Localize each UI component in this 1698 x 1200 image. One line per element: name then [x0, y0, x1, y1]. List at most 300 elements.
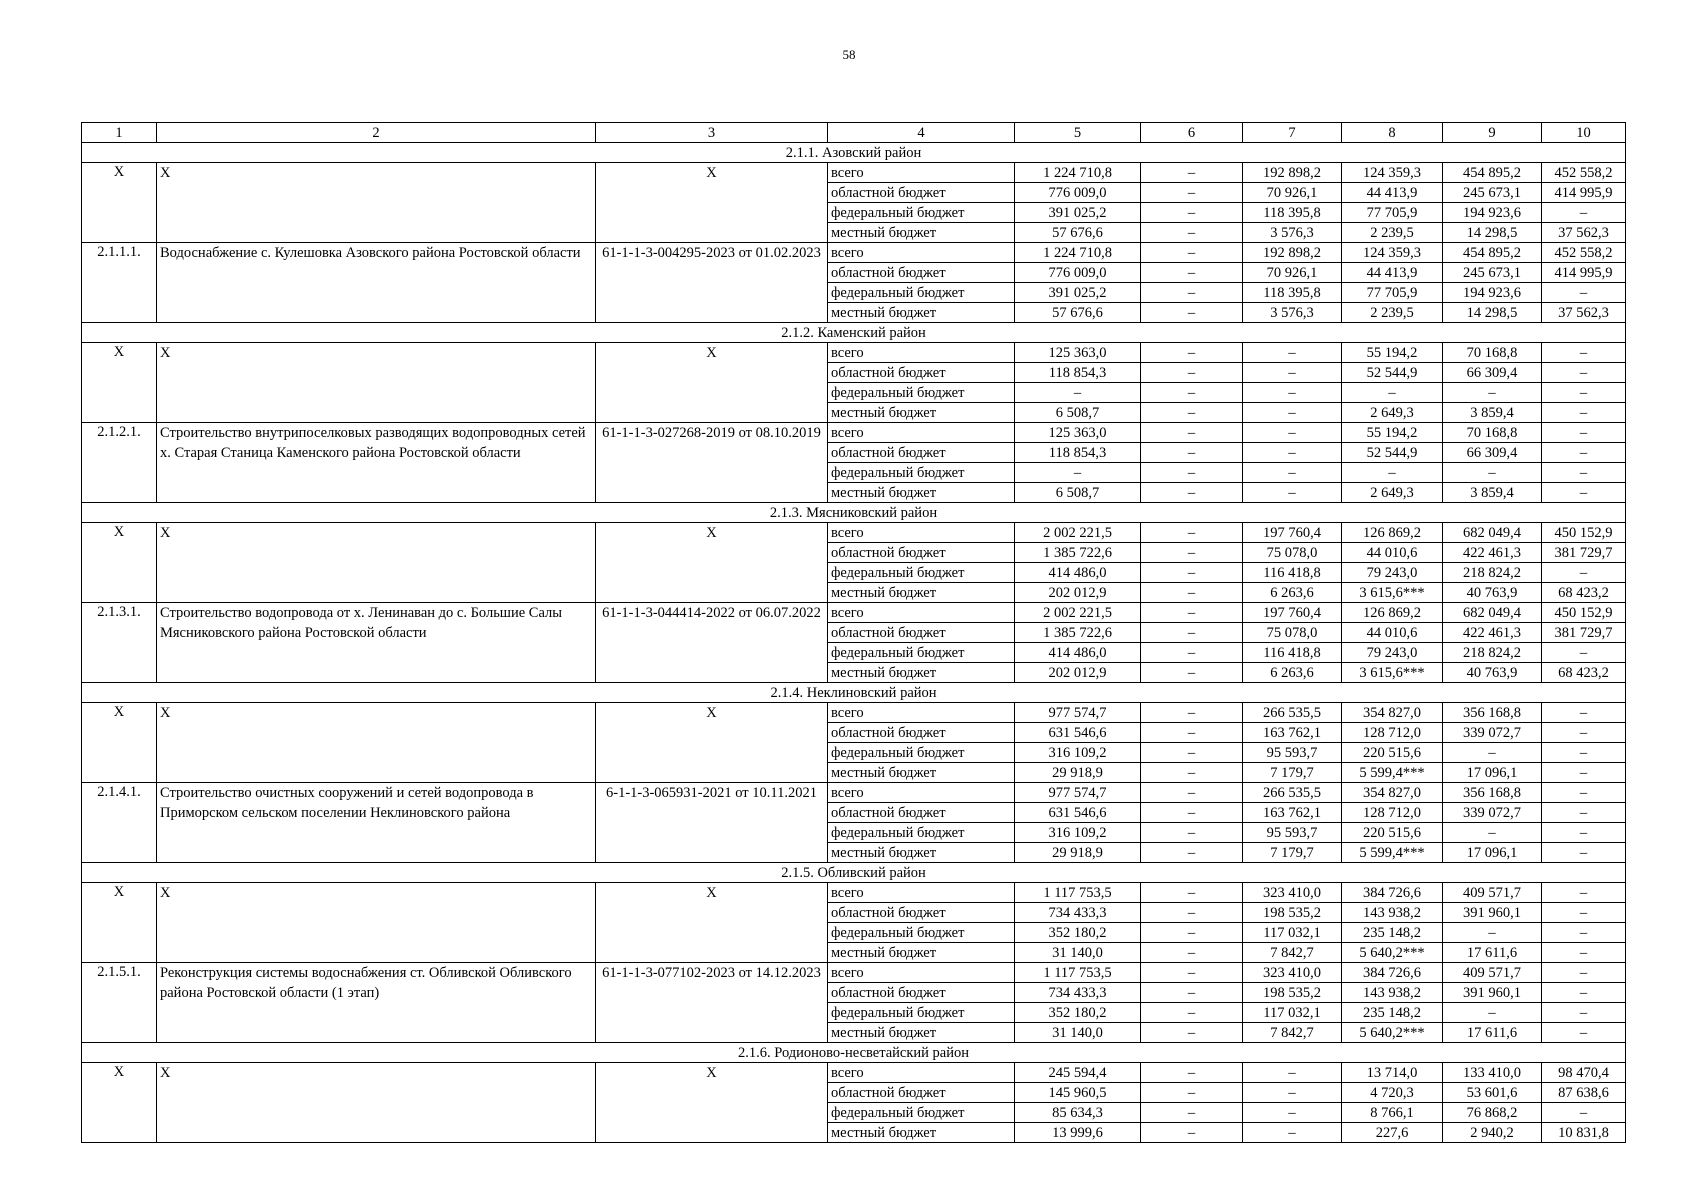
amount-cell: 163 762,1	[1243, 723, 1342, 743]
amount-cell: –	[1141, 823, 1243, 843]
amount-cell: –	[1542, 783, 1626, 803]
header-cell: 6	[1141, 123, 1243, 143]
amount-cell: 118 395,8	[1243, 203, 1342, 223]
budget-table	[81, 122, 1626, 1143]
amount-cell: –	[1141, 403, 1243, 423]
amount-cell: 13 999,6	[1015, 1123, 1141, 1143]
amount-cell: 1 385 722,6	[1015, 543, 1141, 563]
amount-cell: –	[1141, 743, 1243, 763]
amount-cell: 77 705,9	[1342, 283, 1443, 303]
section-header-row	[82, 1043, 1626, 1063]
amount-cell: 356 168,8	[1443, 703, 1542, 723]
amount-cell: 31 140,0	[1015, 1023, 1141, 1043]
item-name: X	[157, 883, 596, 963]
section-header-row	[82, 323, 1626, 343]
item-registration: X	[596, 523, 828, 603]
amount-cell: 14 298,5	[1443, 223, 1542, 243]
amount-cell: –	[1243, 1123, 1342, 1143]
amount-cell: 128 712,0	[1342, 723, 1443, 743]
amount-cell: 734 433,3	[1015, 983, 1141, 1003]
amount-cell: 414 486,0	[1015, 563, 1141, 583]
amount-cell: 682 049,4	[1443, 523, 1542, 543]
amount-cell: 1 117 753,5	[1015, 883, 1141, 903]
funding-source: всего	[828, 883, 1015, 903]
amount-cell: –	[1141, 563, 1243, 583]
amount-cell: 68 423,2	[1542, 583, 1626, 603]
amount-cell: 29 918,9	[1015, 843, 1141, 863]
amount-cell: 6 263,6	[1243, 663, 1342, 683]
amount-cell: 79 243,0	[1342, 563, 1443, 583]
amount-cell: –	[1141, 1023, 1243, 1043]
amount-cell: –	[1141, 383, 1243, 403]
header-cell: 2	[157, 123, 596, 143]
amount-cell: –	[1141, 623, 1243, 643]
table-row	[82, 703, 1626, 723]
amount-cell: 422 461,3	[1443, 623, 1542, 643]
amount-cell: –	[1542, 923, 1626, 943]
amount-cell: 414 995,9	[1542, 183, 1626, 203]
amount-cell: –	[1443, 743, 1542, 763]
amount-cell: 4 720,3	[1342, 1083, 1443, 1103]
item-number: 2.1.1.1.	[82, 243, 157, 323]
amount-cell: 734 433,3	[1015, 903, 1141, 923]
amount-cell: –	[1542, 903, 1626, 923]
amount-cell: 116 418,8	[1243, 643, 1342, 663]
funding-source: местный бюджет	[828, 663, 1015, 683]
section-title: 2.1.3. Мясниковский район	[82, 503, 1626, 523]
amount-cell: 118 854,3	[1015, 443, 1141, 463]
amount-cell: –	[1542, 463, 1626, 483]
amount-cell: 1 117 753,5	[1015, 963, 1141, 983]
item-registration: X	[596, 343, 828, 423]
amount-cell: –	[1141, 663, 1243, 683]
funding-source: федеральный бюджет	[828, 463, 1015, 483]
amount-cell: 70 168,8	[1443, 343, 1542, 363]
amount-cell: 52 544,9	[1342, 443, 1443, 463]
header-cell: 8	[1342, 123, 1443, 143]
funding-source: федеральный бюджет	[828, 383, 1015, 403]
amount-cell: –	[1141, 643, 1243, 663]
section-title: 2.1.1. Азовский район	[82, 143, 1626, 163]
amount-cell: –	[1542, 203, 1626, 223]
amount-cell: –	[1141, 203, 1243, 223]
item-number: X	[82, 163, 157, 243]
amount-cell: 7 842,7	[1243, 1023, 1342, 1043]
amount-cell: 776 009,0	[1015, 263, 1141, 283]
amount-cell: –	[1243, 383, 1342, 403]
amount-cell: –	[1141, 243, 1243, 263]
amount-cell: 70 926,1	[1243, 183, 1342, 203]
funding-source: всего	[828, 343, 1015, 363]
amount-cell: –	[1141, 1083, 1243, 1103]
amount-cell: 70 926,1	[1243, 263, 1342, 283]
amount-cell: –	[1542, 943, 1626, 963]
amount-cell: 14 298,5	[1443, 303, 1542, 323]
header-cell: 7	[1243, 123, 1342, 143]
amount-cell: 75 078,0	[1243, 543, 1342, 563]
item-registration: 61-1-1-3-004295-2023 от 01.02.2023	[596, 243, 828, 323]
amount-cell: 454 895,2	[1443, 163, 1542, 183]
funding-source: местный бюджет	[828, 843, 1015, 863]
amount-cell: 192 898,2	[1243, 163, 1342, 183]
amount-cell: –	[1542, 1103, 1626, 1123]
amount-cell: –	[1141, 1003, 1243, 1023]
item-number: X	[82, 523, 157, 603]
amount-cell: 17 611,6	[1443, 1023, 1542, 1043]
amount-cell: 118 395,8	[1243, 283, 1342, 303]
amount-cell: 352 180,2	[1015, 1003, 1141, 1023]
header-row	[82, 123, 1626, 143]
amount-cell: –	[1542, 283, 1626, 303]
funding-source: федеральный бюджет	[828, 643, 1015, 663]
table-row	[82, 163, 1626, 183]
funding-source: всего	[828, 603, 1015, 623]
amount-cell: –	[1243, 1083, 1342, 1103]
amount-cell: 44 413,9	[1342, 183, 1443, 203]
amount-cell: –	[1141, 343, 1243, 363]
amount-cell: 2 239,5	[1342, 223, 1443, 243]
funding-source: местный бюджет	[828, 303, 1015, 323]
amount-cell: 316 109,2	[1015, 743, 1141, 763]
amount-cell: 5 640,2***	[1342, 1023, 1443, 1043]
amount-cell: 235 148,2	[1342, 923, 1443, 943]
page-number: 58	[842, 47, 856, 62]
amount-cell: –	[1542, 1003, 1626, 1023]
item-name: X	[157, 1063, 596, 1143]
funding-source: местный бюджет	[828, 583, 1015, 603]
funding-source: областной бюджет	[828, 623, 1015, 643]
amount-cell: 631 546,6	[1015, 803, 1141, 823]
amount-cell: 198 535,2	[1243, 903, 1342, 923]
amount-cell: –	[1141, 923, 1243, 943]
amount-cell: 8 766,1	[1342, 1103, 1443, 1123]
amount-cell: –	[1141, 263, 1243, 283]
item-name: X	[157, 523, 596, 603]
funding-source: федеральный бюджет	[828, 563, 1015, 583]
amount-cell: 202 012,9	[1015, 583, 1141, 603]
amount-cell: 3 859,4	[1443, 483, 1542, 503]
amount-cell: –	[1141, 303, 1243, 323]
amount-cell: –	[1141, 363, 1243, 383]
amount-cell: 682 049,4	[1443, 603, 1542, 623]
section-title: 2.1.2. Каменский район	[82, 323, 1626, 343]
amount-cell: 384 726,6	[1342, 883, 1443, 903]
item-number: X	[82, 883, 157, 963]
amount-cell: 125 363,0	[1015, 423, 1141, 443]
amount-cell: 6 263,6	[1243, 583, 1342, 603]
amount-cell: 220 515,6	[1342, 743, 1443, 763]
amount-cell: 422 461,3	[1443, 543, 1542, 563]
amount-cell: 391 960,1	[1443, 903, 1542, 923]
amount-cell: 143 938,2	[1342, 983, 1443, 1003]
amount-cell: –	[1141, 603, 1243, 623]
amount-cell: –	[1141, 423, 1243, 443]
item-name: Водоснабжение с. Кулешовка Азовского района Ростовской области	[157, 243, 596, 323]
funding-source: федеральный бюджет	[828, 743, 1015, 763]
item-number: X	[82, 703, 157, 783]
header-cell: 3	[596, 123, 828, 143]
amount-cell: –	[1243, 423, 1342, 443]
table-row	[82, 783, 1626, 803]
amount-cell: 381 729,7	[1542, 543, 1626, 563]
amount-cell: –	[1542, 403, 1626, 423]
amount-cell: 163 762,1	[1243, 803, 1342, 823]
table-row	[82, 343, 1626, 363]
funding-source: областной бюджет	[828, 903, 1015, 923]
amount-cell: –	[1141, 1123, 1243, 1143]
amount-cell: –	[1342, 463, 1443, 483]
item-name: Реконструкция системы водоснабжения ст. Обливской Обливского района Ростовской области (1 этап)	[157, 963, 596, 1043]
section-title: 2.1.4. Неклиновский район	[82, 683, 1626, 703]
amount-cell: 5 599,4***	[1342, 763, 1443, 783]
table-row	[82, 523, 1626, 543]
table-row	[82, 423, 1626, 443]
item-number: 2.1.5.1.	[82, 963, 157, 1043]
funding-source: областной бюджет	[828, 263, 1015, 283]
amount-cell: 3 615,6***	[1342, 663, 1443, 683]
item-name: Строительство водопровода от х. Ленинаван до с. Большие Салы Мясниковского района Ростовской области	[157, 603, 596, 683]
amount-cell: 37 562,3	[1542, 223, 1626, 243]
amount-cell: –	[1542, 743, 1626, 763]
amount-cell: –	[1542, 363, 1626, 383]
amount-cell: 124 359,3	[1342, 243, 1443, 263]
amount-cell: 192 898,2	[1243, 243, 1342, 263]
amount-cell: –	[1443, 823, 1542, 843]
amount-cell: –	[1243, 463, 1342, 483]
amount-cell: –	[1542, 803, 1626, 823]
amount-cell: 245 673,1	[1443, 183, 1542, 203]
amount-cell: –	[1443, 463, 1542, 483]
amount-cell: 40 763,9	[1443, 663, 1542, 683]
amount-cell: 95 593,7	[1243, 823, 1342, 843]
amount-cell: 218 824,2	[1443, 643, 1542, 663]
amount-cell: 381 729,7	[1542, 623, 1626, 643]
item-number: X	[82, 1063, 157, 1143]
amount-cell: 414 486,0	[1015, 643, 1141, 663]
amount-cell: 145 960,5	[1015, 1083, 1141, 1103]
amount-cell: –	[1542, 443, 1626, 463]
funding-source: федеральный бюджет	[828, 203, 1015, 223]
funding-source: всего	[828, 163, 1015, 183]
funding-source: всего	[828, 703, 1015, 723]
amount-cell: –	[1542, 723, 1626, 743]
funding-source: местный бюджет	[828, 403, 1015, 423]
item-number: 2.1.2.1.	[82, 423, 157, 503]
section-header-row	[82, 683, 1626, 703]
header-cell: 5	[1015, 123, 1141, 143]
amount-cell: –	[1141, 163, 1243, 183]
amount-cell: 85 634,3	[1015, 1103, 1141, 1123]
amount-cell: 3 859,4	[1443, 403, 1542, 423]
section-header-row	[82, 863, 1626, 883]
amount-cell: 631 546,6	[1015, 723, 1141, 743]
amount-cell: 218 824,2	[1443, 563, 1542, 583]
amount-cell: 7 179,7	[1243, 763, 1342, 783]
amount-cell: 391 025,2	[1015, 283, 1141, 303]
amount-cell: 352 180,2	[1015, 923, 1141, 943]
amount-cell: –	[1141, 223, 1243, 243]
table-row	[82, 963, 1626, 983]
amount-cell: 116 418,8	[1243, 563, 1342, 583]
amount-cell: 197 760,4	[1243, 603, 1342, 623]
table-header	[82, 123, 1626, 143]
amount-cell: 5 599,4***	[1342, 843, 1443, 863]
funding-source: всего	[828, 963, 1015, 983]
amount-cell: –	[1342, 383, 1443, 403]
amount-cell: –	[1141, 583, 1243, 603]
amount-cell: 76 868,2	[1443, 1103, 1542, 1123]
amount-cell: 409 571,7	[1443, 883, 1542, 903]
item-registration: 61-1-1-3-044414-2022 от 06.07.2022	[596, 603, 828, 683]
amount-cell: 220 515,6	[1342, 823, 1443, 843]
amount-cell: –	[1141, 523, 1243, 543]
section-header-row	[82, 503, 1626, 523]
amount-cell: 414 995,9	[1542, 263, 1626, 283]
amount-cell: 124 359,3	[1342, 163, 1443, 183]
amount-cell: 450 152,9	[1542, 523, 1626, 543]
amount-cell: 3 615,6***	[1342, 583, 1443, 603]
amount-cell: –	[1443, 923, 1542, 943]
amount-cell: 245 673,1	[1443, 263, 1542, 283]
table-row	[82, 1063, 1626, 1083]
amount-cell: 977 574,7	[1015, 703, 1141, 723]
amount-cell: 57 676,6	[1015, 303, 1141, 323]
amount-cell: 126 869,2	[1342, 603, 1443, 623]
amount-cell: 235 148,2	[1342, 1003, 1443, 1023]
amount-cell: 44 010,6	[1342, 623, 1443, 643]
amount-cell: 57 676,6	[1015, 223, 1141, 243]
amount-cell: 117 032,1	[1243, 1003, 1342, 1023]
amount-cell: –	[1141, 543, 1243, 563]
amount-cell: 44 413,9	[1342, 263, 1443, 283]
amount-cell: 323 410,0	[1243, 883, 1342, 903]
funding-source: местный бюджет	[828, 943, 1015, 963]
amount-cell: –	[1141, 703, 1243, 723]
amount-cell: 391 960,1	[1443, 983, 1542, 1003]
funding-source: областной бюджет	[828, 983, 1015, 1003]
amount-cell: 391 025,2	[1015, 203, 1141, 223]
amount-cell: 17 096,1	[1443, 763, 1542, 783]
item-name: X	[157, 703, 596, 783]
amount-cell: 66 309,4	[1443, 363, 1542, 383]
amount-cell: –	[1141, 283, 1243, 303]
amount-cell: –	[1243, 363, 1342, 383]
amount-cell: –	[1141, 963, 1243, 983]
amount-cell: 2 649,3	[1342, 483, 1443, 503]
funding-source: всего	[828, 423, 1015, 443]
item-registration: X	[596, 703, 828, 783]
amount-cell: –	[1141, 1063, 1243, 1083]
amount-cell: –	[1542, 703, 1626, 723]
item-registration: X	[596, 163, 828, 243]
funding-source: местный бюджет	[828, 483, 1015, 503]
amount-cell: 17 096,1	[1443, 843, 1542, 863]
funding-source: областной бюджет	[828, 543, 1015, 563]
amount-cell: 79 243,0	[1342, 643, 1443, 663]
amount-cell: 128 712,0	[1342, 803, 1443, 823]
amount-cell: 52 544,9	[1342, 363, 1443, 383]
funding-source: областной бюджет	[828, 723, 1015, 743]
table-row	[82, 243, 1626, 263]
amount-cell: 227,6	[1342, 1123, 1443, 1143]
amount-cell: –	[1015, 463, 1141, 483]
amount-cell: 40 763,9	[1443, 583, 1542, 603]
amount-cell: 126 869,2	[1342, 523, 1443, 543]
amount-cell: 87 638,6	[1542, 1083, 1626, 1103]
section-header-row	[82, 143, 1626, 163]
amount-cell: 2 940,2	[1443, 1123, 1542, 1143]
header-cell: 9	[1443, 123, 1542, 143]
amount-cell: 2 649,3	[1342, 403, 1443, 423]
funding-source: федеральный бюджет	[828, 823, 1015, 843]
amount-cell: –	[1542, 883, 1626, 903]
amount-cell: –	[1542, 423, 1626, 443]
item-registration: X	[596, 1063, 828, 1143]
funding-source: местный бюджет	[828, 1023, 1015, 1043]
amount-cell: 68 423,2	[1542, 663, 1626, 683]
amount-cell: 95 593,7	[1243, 743, 1342, 763]
funding-source: областной бюджет	[828, 363, 1015, 383]
amount-cell: –	[1015, 383, 1141, 403]
funding-source: областной бюджет	[828, 803, 1015, 823]
section-title: 2.1.6. Родионово-несветайский район	[82, 1043, 1626, 1063]
amount-cell: 55 194,2	[1342, 423, 1443, 443]
amount-cell: –	[1141, 723, 1243, 743]
amount-cell: 194 923,6	[1443, 203, 1542, 223]
header-cell: 4	[828, 123, 1015, 143]
amount-cell: 125 363,0	[1015, 343, 1141, 363]
amount-cell: 2 239,5	[1342, 303, 1443, 323]
amount-cell: –	[1141, 903, 1243, 923]
amount-cell: 339 072,7	[1443, 723, 1542, 743]
amount-cell: 77 705,9	[1342, 203, 1443, 223]
amount-cell: –	[1443, 383, 1542, 403]
amount-cell: –	[1243, 1103, 1342, 1123]
amount-cell: 75 078,0	[1243, 623, 1342, 643]
funding-source: местный бюджет	[828, 763, 1015, 783]
amount-cell: 266 535,5	[1243, 703, 1342, 723]
item-name: Строительство внутрипоселковых разводящих водопроводных сетей х. Старая Станица Каменского района Ростовской области	[157, 423, 596, 503]
amount-cell: 7 842,7	[1243, 943, 1342, 963]
amount-cell: 198 535,2	[1243, 983, 1342, 1003]
amount-cell: –	[1141, 783, 1243, 803]
funding-source: местный бюджет	[828, 1123, 1015, 1143]
amount-cell: 3 576,3	[1243, 303, 1342, 323]
amount-cell: 356 168,8	[1443, 783, 1542, 803]
amount-cell: 194 923,6	[1443, 283, 1542, 303]
amount-cell: –	[1542, 963, 1626, 983]
amount-cell: 98 470,4	[1542, 1063, 1626, 1083]
item-number: 2.1.4.1.	[82, 783, 157, 863]
amount-cell: –	[1141, 763, 1243, 783]
amount-cell: 454 895,2	[1443, 243, 1542, 263]
amount-cell: 55 194,2	[1342, 343, 1443, 363]
amount-cell: –	[1542, 763, 1626, 783]
amount-cell: 2 002 221,5	[1015, 523, 1141, 543]
amount-cell: 1 224 710,8	[1015, 163, 1141, 183]
amount-cell: 1 385 722,6	[1015, 623, 1141, 643]
amount-cell: 384 726,6	[1342, 963, 1443, 983]
item-name: Строительство очистных сооружений и сетей водопровода в Приморском сельском поселении Неклиновского района	[157, 783, 596, 863]
funding-source: местный бюджет	[828, 223, 1015, 243]
amount-cell: –	[1141, 803, 1243, 823]
amount-cell: 10 831,8	[1542, 1123, 1626, 1143]
amount-cell: –	[1141, 483, 1243, 503]
amount-cell: –	[1542, 383, 1626, 403]
header-cell: 1	[82, 123, 157, 143]
amount-cell: –	[1141, 443, 1243, 463]
amount-cell: –	[1542, 643, 1626, 663]
